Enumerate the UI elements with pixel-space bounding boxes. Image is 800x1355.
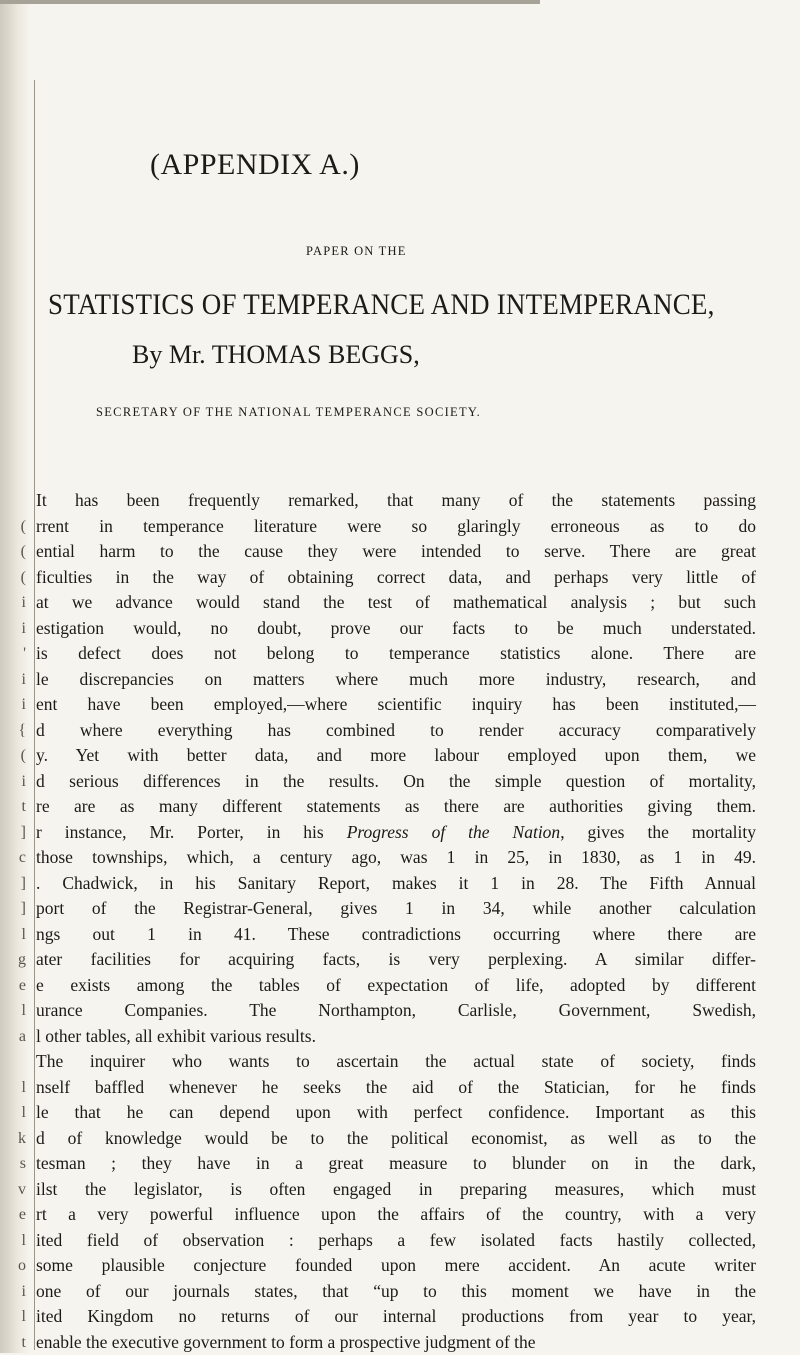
text-line: urance Companies. The Northampton, Carlisle, Government, Swedish, bbox=[36, 998, 756, 1024]
body-text bbox=[36, 488, 756, 1355]
text-line: rrent in temperance literature were so glaringly erroneous as to do bbox=[36, 514, 756, 540]
appendix-heading: (APPENDIX A.) bbox=[150, 148, 360, 182]
text-line: y. Yet with better data, and more labour employed upon them, we bbox=[36, 743, 756, 769]
text-line: d of knowledge would be to the political economist, as well as to the bbox=[36, 1126, 756, 1152]
text-line: . Chadwick, in his Sanitary Report, makes it 1 in 28. The Fifth Annual bbox=[36, 871, 756, 897]
text-line: ficulties in the way of obtaining correct data, and perhaps very little of bbox=[36, 565, 756, 591]
text-line: ilst the legislator, is often engaged in preparing measures, which must bbox=[36, 1177, 756, 1203]
margin-char: i bbox=[10, 590, 26, 616]
text-line: some plausible conjecture founded upon mere accident. An acute writer bbox=[36, 1253, 756, 1279]
margin-char: l bbox=[10, 1100, 26, 1126]
margin-char: i bbox=[10, 692, 26, 718]
author-name: THOMAS BEGGS, bbox=[212, 340, 420, 369]
text-line: e exists among the tables of expectation of life, adopted by different bbox=[36, 973, 756, 999]
margin-char: i bbox=[10, 616, 26, 642]
margin-char: l bbox=[10, 1075, 26, 1101]
margin-char: e bbox=[10, 1202, 26, 1228]
margin-char: t bbox=[10, 794, 26, 820]
margin-char: o bbox=[10, 1253, 26, 1279]
text-line: le discrepancies on matters where much more industry, research, and bbox=[36, 667, 756, 693]
margin-char bbox=[10, 488, 26, 514]
margin-char: ] bbox=[10, 896, 26, 922]
text-line: re are as many different statements as there are authorities giving them. bbox=[36, 794, 756, 820]
margin-char: l bbox=[10, 1228, 26, 1254]
text-line: d where everything has combined to render accuracy comparatively bbox=[36, 718, 756, 744]
margin-char: i bbox=[10, 667, 26, 693]
text-line: ent have been employed,—where scientific inquiry has been instituted,— bbox=[36, 692, 756, 718]
author-line bbox=[132, 340, 420, 370]
gutter-rule bbox=[34, 80, 35, 1350]
margin-char: ] bbox=[10, 820, 26, 846]
text-line: ngs out 1 in 41. These contradictions occurring where there are bbox=[36, 922, 756, 948]
text-line: tesman ; they have in a great measure to blunder on in the dark, bbox=[36, 1151, 756, 1177]
text-line: one of our journals states, that “up to this moment we have in the bbox=[36, 1279, 756, 1305]
margin-char: t bbox=[10, 1330, 26, 1355]
margin-char: g bbox=[10, 947, 26, 973]
margin-char: l bbox=[10, 998, 26, 1024]
text-line: those townships, which, a century ago, was 1 in 25, in 1830, as 1 in 49. bbox=[36, 845, 756, 871]
text-line: It has been frequently remarked, that many of the statements passing bbox=[36, 488, 756, 514]
margin-char bbox=[10, 1049, 26, 1075]
margin-char: l bbox=[10, 922, 26, 948]
text-line: ited Kingdom no returns of our internal productions from year to year, bbox=[36, 1304, 756, 1330]
page-top-edge bbox=[0, 0, 540, 4]
text-line: ater facilities for acquiring facts, is very perplexing. A similar differ- bbox=[36, 947, 756, 973]
margin-char: c bbox=[10, 845, 26, 871]
text-line: port of the Registrar-General, gives 1 in 34, while another calculation bbox=[36, 896, 756, 922]
author-prefix: By Mr. bbox=[132, 340, 206, 369]
text-line: The inquirer who wants to ascertain the actual state of society, finds bbox=[36, 1049, 756, 1075]
margin-char: i bbox=[10, 769, 26, 795]
text-line: enable the executive government to form a prospective judgment of the bbox=[36, 1330, 756, 1355]
margin-char: s bbox=[10, 1151, 26, 1177]
text-line: nself baffled whenever he seeks the aid of the Statician, for he finds bbox=[36, 1075, 756, 1101]
margin-char: l bbox=[10, 1304, 26, 1330]
margin-char: { bbox=[10, 718, 26, 744]
margin-char: ( bbox=[10, 565, 26, 591]
margin-char: e bbox=[10, 973, 26, 999]
margin-char: v bbox=[10, 1177, 26, 1203]
paper-title: STATISTICS OF TEMPERANCE AND INTEMPERANCE, bbox=[48, 288, 715, 321]
margin-char: ( bbox=[10, 514, 26, 540]
author-position: SECRETARY OF THE NATIONAL TEMPERANCE SOCIETY. bbox=[96, 405, 481, 420]
text-line: ential harm to the cause they were intended to serve. There are great bbox=[36, 539, 756, 565]
margin-char: ( bbox=[10, 743, 26, 769]
text-line: is defect does not belong to temperance statistics alone. There are bbox=[36, 641, 756, 667]
text-line: r instance, Mr. Porter, in his Progress of the Nation, gives the mortality bbox=[36, 820, 756, 846]
paper-on-the-label: PAPER ON THE bbox=[306, 244, 407, 259]
margin-char: i bbox=[10, 1279, 26, 1305]
text-line: rt a very powerful influence upon the affairs of the country, with a very bbox=[36, 1202, 756, 1228]
margin-char: ] bbox=[10, 871, 26, 897]
text-line: at we advance would stand the test of mathematical analysis ; but such bbox=[36, 590, 756, 616]
text-line: estigation would, no doubt, prove our facts to be much understated. bbox=[36, 616, 756, 642]
text-line: le that he can depend upon with perfect confidence. Important as this bbox=[36, 1100, 756, 1126]
margin-char: ( bbox=[10, 539, 26, 565]
text-line: ited field of observation : perhaps a few isolated facts hastily collected, bbox=[36, 1228, 756, 1254]
text-line: l other tables, all exhibit various results. bbox=[36, 1024, 756, 1050]
margin-char: ' bbox=[10, 641, 26, 667]
text-line: d serious differences in the results. On the simple question of mortality, bbox=[36, 769, 756, 795]
margin-fragments bbox=[10, 488, 26, 1355]
margin-char: a bbox=[10, 1024, 26, 1050]
margin-char: k bbox=[10, 1126, 26, 1152]
